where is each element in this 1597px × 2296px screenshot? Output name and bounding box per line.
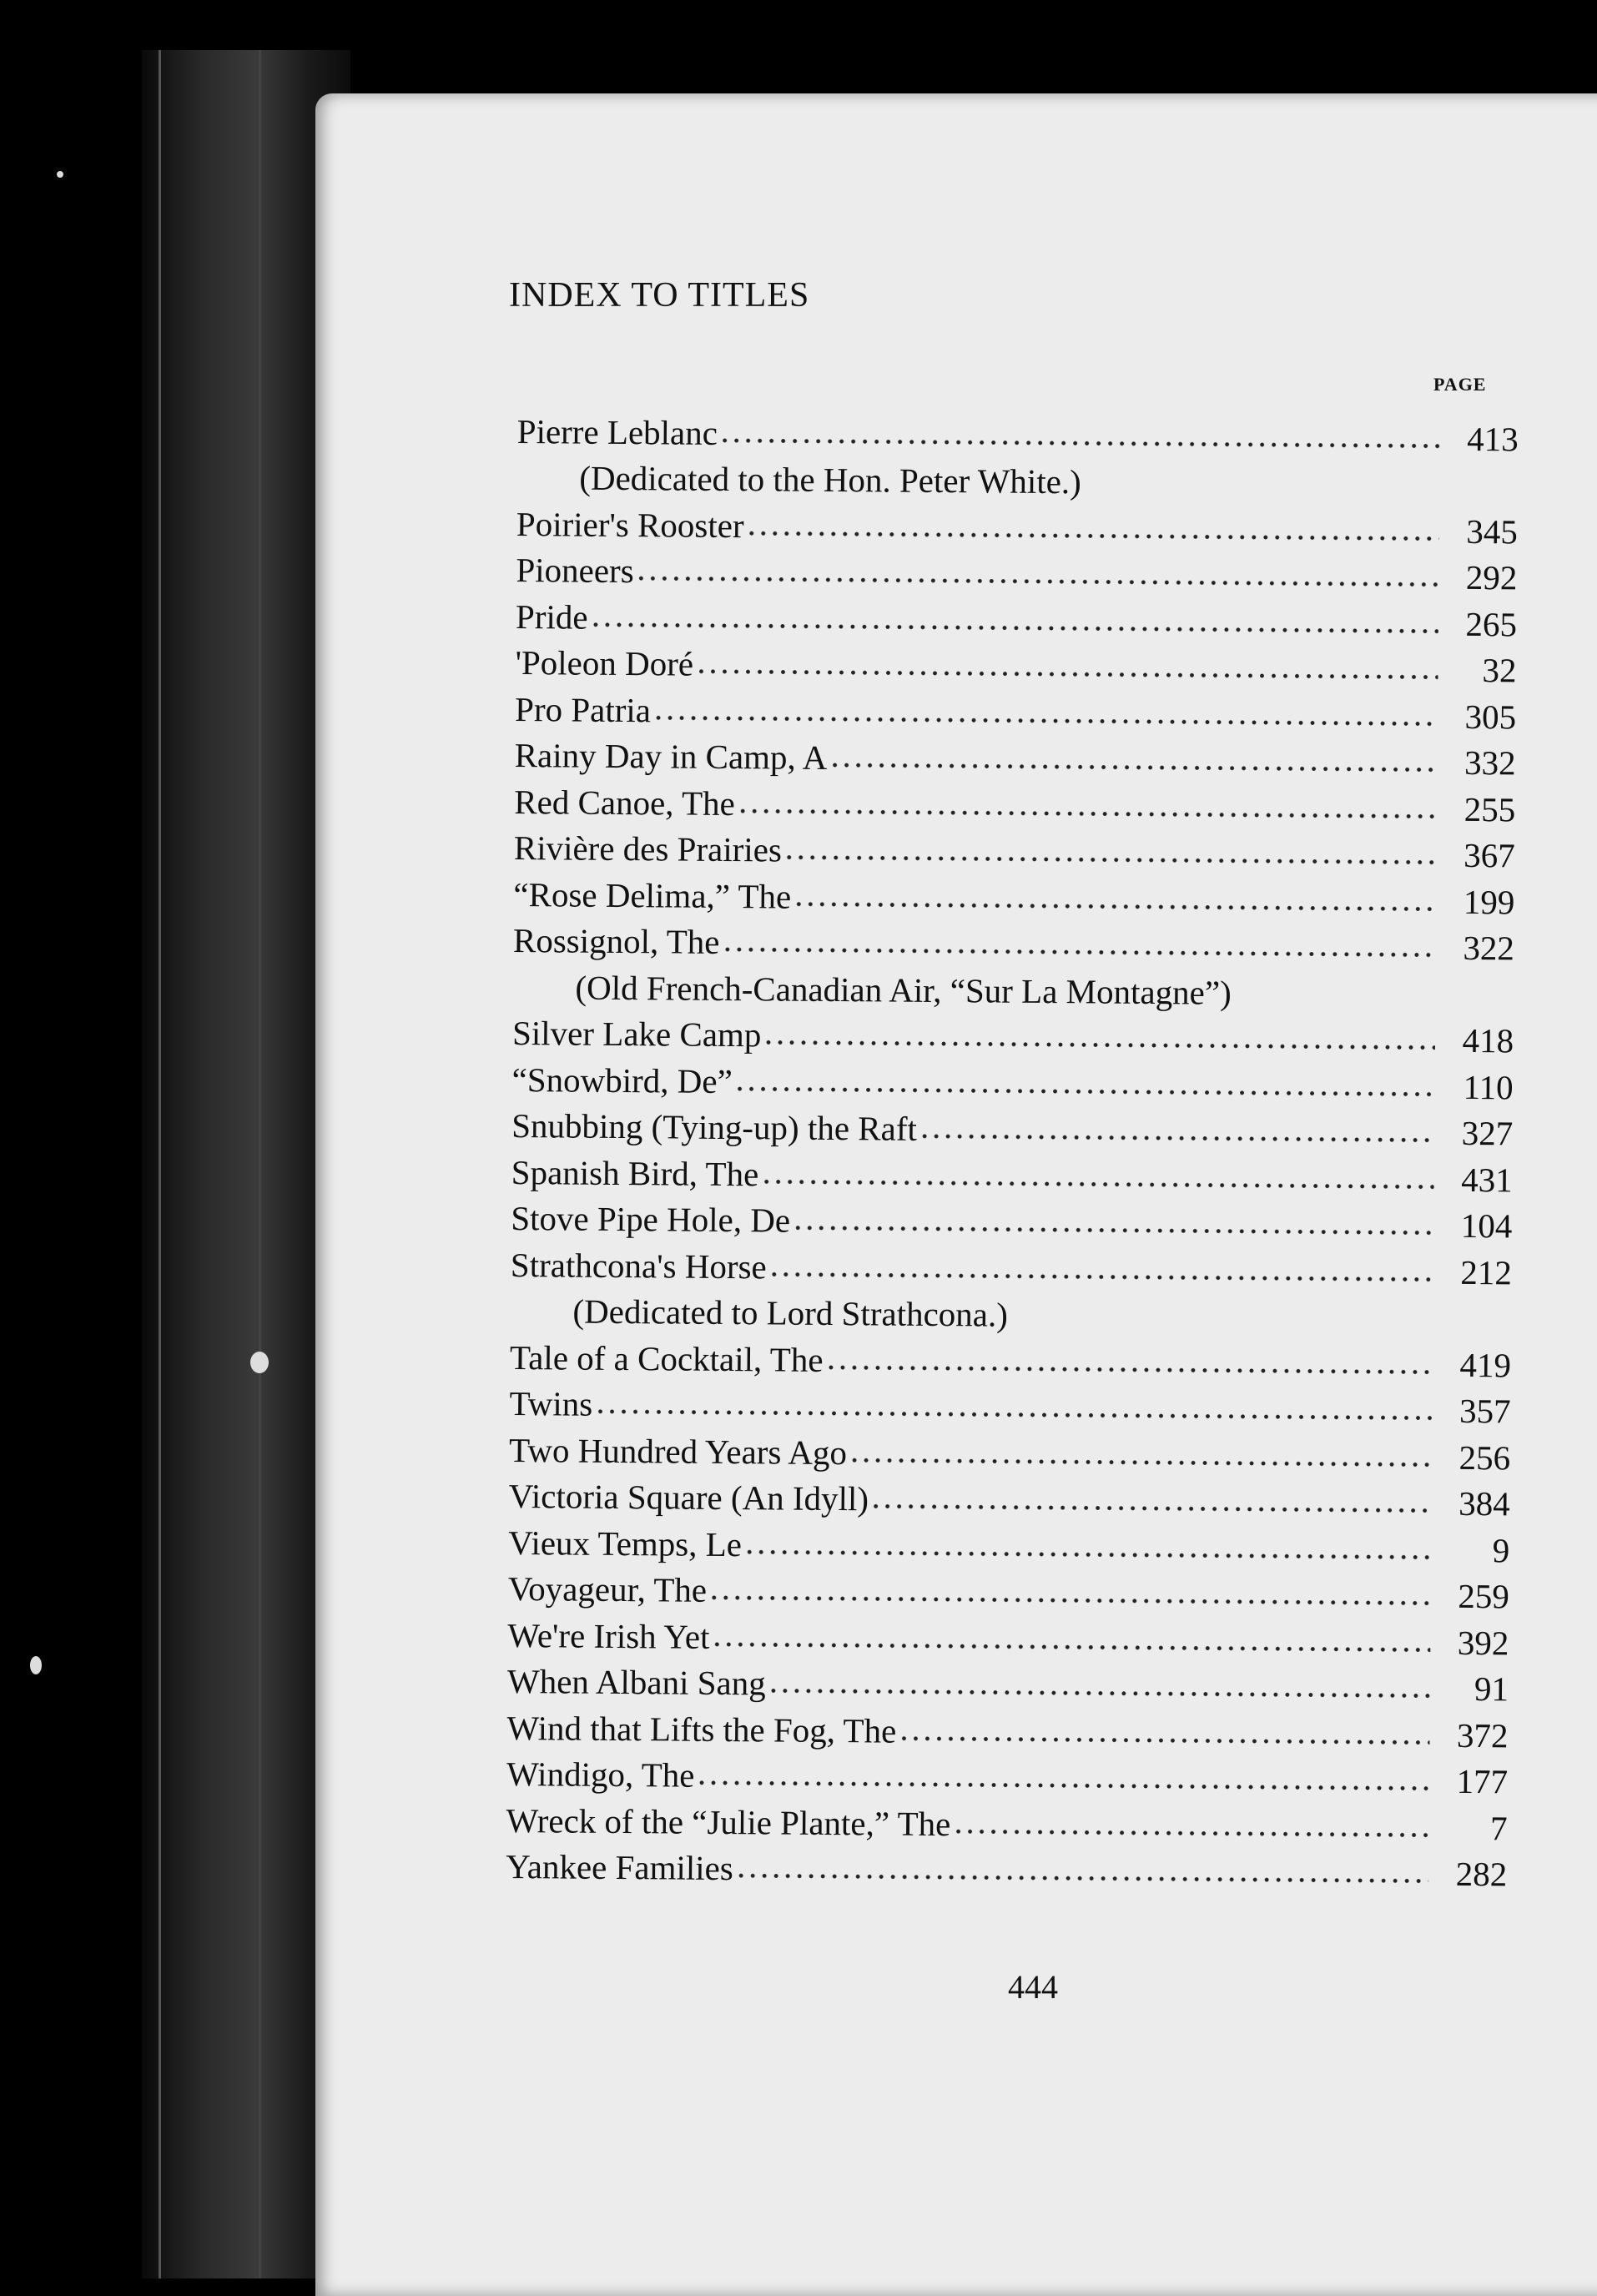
index-entry — [507, 1654, 1509, 1709]
index-entry — [514, 821, 1515, 875]
index-entry — [516, 497, 1518, 551]
index-entry — [508, 1516, 1509, 1570]
index-entry-title: Silver Lake Camp — [511, 1013, 762, 1055]
page-number: 444 — [1008, 1968, 1058, 2006]
dot-leader — [898, 1735, 1429, 1745]
index-entry-title: Vieux Temps, Le — [508, 1523, 743, 1563]
index-entry-title: Rossignol, The — [512, 920, 720, 961]
page-column-label: PAGE — [1433, 374, 1487, 395]
dot-leader — [652, 715, 1438, 726]
index-entry — [506, 1747, 1508, 1801]
index-entry-title: Voyageur, The — [507, 1568, 708, 1609]
dot-leader — [792, 1226, 1433, 1236]
index-entry-title: Twins — [509, 1383, 593, 1423]
dot-leader — [824, 1364, 1433, 1374]
index-entry-title: We're Irish Yet — [507, 1615, 710, 1656]
index-entry — [511, 1238, 1512, 1292]
index-entry-page: 199 — [1463, 882, 1515, 921]
index-entry-page: 255 — [1463, 789, 1516, 828]
dot-leader — [952, 1829, 1428, 1837]
dust-speck — [250, 1352, 269, 1373]
index-entry-page: 292 — [1465, 557, 1518, 597]
index-entry-title: Strathcona's Horse — [510, 1245, 767, 1286]
index-entry — [513, 868, 1514, 922]
index-entry-title: 'Poleon Doré — [515, 642, 694, 683]
index-entry-page: 9 — [1492, 1530, 1510, 1569]
index-entry-page: 332 — [1463, 743, 1516, 783]
index-entry — [507, 1609, 1509, 1663]
index-entry — [509, 1377, 1510, 1431]
index-entry-title: Tale of a Cocktail, The — [509, 1337, 824, 1379]
index-note-text: (Dedicated to Lord Strathcona.) — [572, 1292, 1009, 1334]
index-entry-title: Pride — [515, 597, 588, 637]
dot-leader — [760, 1179, 1434, 1189]
index-entry-page: 367 — [1463, 835, 1515, 875]
dust-speck — [30, 1656, 42, 1674]
index-entry — [515, 728, 1516, 783]
index-entry-page: 327 — [1461, 1113, 1514, 1153]
index-entry-title: Rainy Day in Camp, A — [514, 735, 828, 777]
spine-edge — [259, 50, 261, 2278]
index-entry — [511, 1191, 1512, 1246]
index-entry — [508, 1562, 1509, 1616]
dot-leader — [768, 1271, 1433, 1281]
index-entry-title: Victoria Square (An Idyll) — [508, 1476, 869, 1518]
index-entry-title: Yankee Families — [506, 1846, 733, 1888]
dot-leader — [763, 1040, 1435, 1050]
dot-leader — [734, 1086, 1435, 1097]
index-entry-page: 265 — [1465, 604, 1518, 643]
index-entry-title: “Snowbird, De” — [511, 1060, 733, 1100]
dot-leader — [721, 947, 1435, 958]
index-entry — [506, 1840, 1507, 1894]
index-entry-page: 256 — [1458, 1438, 1511, 1477]
index-entry — [517, 405, 1519, 459]
index-entry — [513, 914, 1514, 968]
index-entry-page: 305 — [1464, 697, 1517, 736]
dot-leader — [746, 531, 1439, 541]
index-entry — [516, 590, 1517, 644]
index-entry-title: Spanish Bird, The — [511, 1152, 759, 1193]
index-entry-title: Windigo, The — [506, 1754, 695, 1795]
index-entry-title: “Rose Delima,” The — [513, 874, 792, 916]
page-title: INDEX TO TITLES — [509, 276, 810, 315]
index-note-text: (Dedicated to the Hon. Peter White.) — [579, 458, 1081, 501]
index-entry — [506, 1701, 1508, 1755]
dot-leader — [735, 1873, 1428, 1884]
index-entry-page: 392 — [1457, 1623, 1509, 1662]
index-entry — [515, 636, 1516, 690]
index-note — [512, 960, 1514, 1015]
dot-leader — [919, 1134, 1434, 1143]
index-entry-page: 282 — [1455, 1854, 1508, 1894]
index-entry-title: When Albani Sang — [506, 1661, 766, 1703]
dot-leader — [793, 901, 1436, 911]
index-entry-title: Pioneers — [516, 550, 634, 591]
index-entry-title: Two Hundred Years Ago — [508, 1430, 848, 1472]
index-entry-title: Stove Pipe Hole, De — [511, 1198, 791, 1240]
index-entry-page: 177 — [1456, 1761, 1509, 1801]
dot-leader — [589, 622, 1438, 633]
index-entry-title: Red Canoe, The — [514, 782, 735, 823]
dot-leader — [695, 669, 1438, 680]
dot-leader — [849, 1458, 1432, 1467]
index-entry — [511, 1053, 1513, 1107]
index-entry-page: 357 — [1458, 1391, 1511, 1431]
index-entry-page: 32 — [1482, 651, 1517, 690]
index-entry-page: 431 — [1461, 1160, 1513, 1199]
index-entry-title: Poirier's Rooster — [516, 504, 744, 545]
index-entry-title: Snubbing (Tying-up) the Raft — [511, 1105, 918, 1148]
dot-leader — [594, 1409, 1432, 1421]
index-entry-page: 7 — [1489, 1808, 1508, 1847]
index-entry-page: 345 — [1466, 511, 1519, 551]
index-entry-page: 259 — [1458, 1576, 1509, 1616]
dot-leader — [696, 1780, 1429, 1791]
index-note — [510, 1284, 1511, 1338]
index-entry-title: Rivière des Prairies — [513, 828, 783, 869]
index-entry — [511, 1099, 1513, 1153]
index-entry-page: 384 — [1458, 1483, 1510, 1523]
dot-leader — [743, 1549, 1431, 1559]
dot-leader — [711, 1641, 1430, 1652]
index-entry — [511, 1145, 1513, 1200]
index-list — [506, 405, 1519, 1894]
index-entry-page: 104 — [1460, 1206, 1513, 1246]
index-entry-page: 91 — [1474, 1669, 1509, 1709]
dot-leader — [719, 437, 1440, 448]
dot-leader — [829, 763, 1437, 773]
index-entry-title: Pro Patria — [514, 689, 652, 729]
dot-leader — [870, 1503, 1432, 1513]
index-entry — [515, 682, 1516, 737]
index-entry — [514, 775, 1515, 829]
dust-speck — [57, 171, 63, 178]
dot-leader — [737, 808, 1437, 819]
index-entry-page: 413 — [1467, 419, 1519, 458]
index-entry — [516, 543, 1517, 597]
spine-edge — [159, 50, 161, 2278]
index-entry — [509, 1469, 1510, 1523]
index-entry — [512, 1006, 1514, 1060]
index-entry-title: Wreck of the “Julie Plante,” The — [506, 1800, 951, 1843]
index-entry-page: 212 — [1460, 1252, 1513, 1292]
dot-leader — [768, 1688, 1430, 1698]
dot-leader — [636, 576, 1439, 587]
index-entry-page: 418 — [1462, 1020, 1514, 1060]
index-entry — [510, 1331, 1511, 1385]
index-entry-page: 110 — [1463, 1067, 1514, 1106]
index-entry-title: Wind that Lifts the Fog, The — [506, 1708, 897, 1750]
index-entry — [509, 1423, 1510, 1478]
index-entry — [506, 1794, 1507, 1848]
index-entry-title: Pierre Leblanc — [516, 411, 718, 452]
index-note-text: (Old French-Canadian Air, “Sur La Montagne”) — [575, 968, 1232, 1012]
index-note — [516, 451, 1518, 505]
dot-leader — [783, 855, 1437, 865]
dot-leader — [708, 1595, 1431, 1606]
index-entry-page: 419 — [1459, 1345, 1512, 1384]
index-entry-page: 372 — [1456, 1715, 1509, 1755]
index-entry-page: 322 — [1463, 928, 1515, 968]
